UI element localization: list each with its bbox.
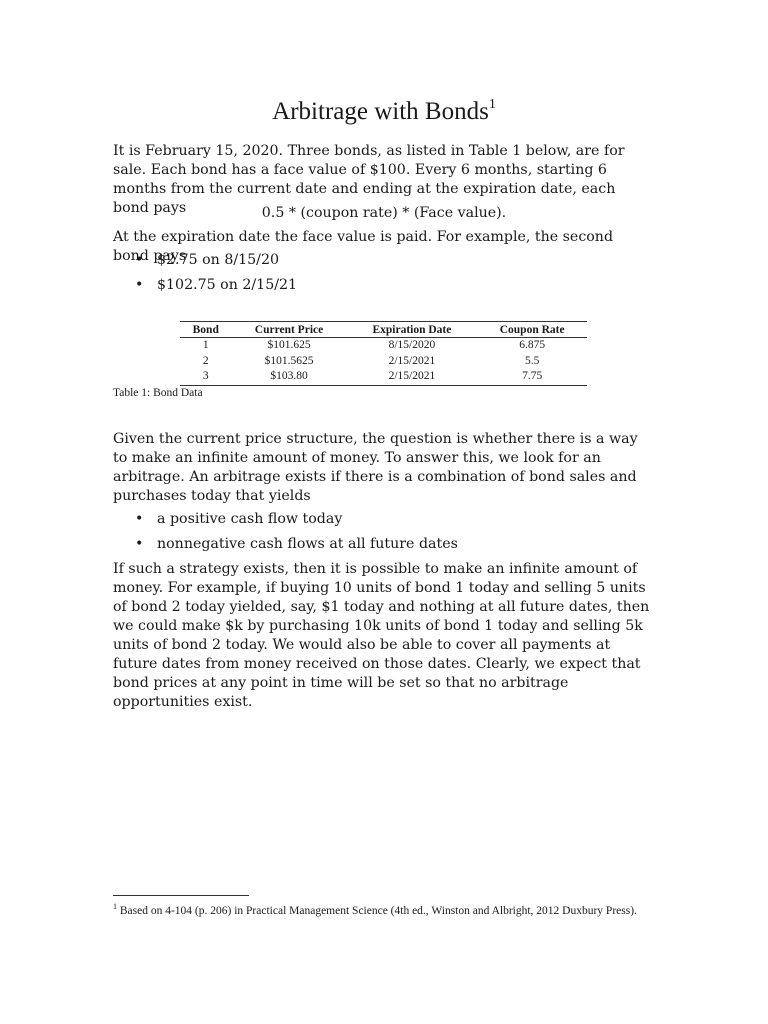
footnote-divider	[113, 895, 249, 896]
table-cell: 2/15/2021	[388, 354, 436, 367]
table-cell: 6.875	[519, 339, 546, 351]
table-cell: 5.5	[524, 354, 540, 367]
title-footnote-mark: 1	[488, 96, 496, 112]
column-header-coupon-rate: Coupon Rate	[477, 322, 587, 338]
column-header-current-price: Current Price	[231, 322, 346, 338]
table-row	[180, 354, 587, 370]
face-value-paragraph: At the expiration date the face value is paid. For example, the second bond pays	[113, 229, 614, 264]
arbitrage-conditions-list	[135, 510, 458, 560]
table-cell: 2/15/2021	[347, 369, 478, 385]
title-text: Arbitrage with Bonds	[272, 98, 489, 125]
list-item: • $2.75 on 8/15/20	[135, 251, 297, 270]
table-cell: 7.75	[477, 369, 587, 385]
footnote-mark: 1	[113, 902, 117, 911]
column-header-expiration-date: Expiration Date	[347, 322, 478, 338]
example-payments-list	[135, 251, 297, 301]
table-caption: Table 1: Bond Data	[113, 387, 203, 399]
table-cell: $103.80	[231, 369, 346, 385]
table-header-row	[180, 322, 587, 338]
page-title	[0, 98, 768, 126]
table-cell: 3	[180, 369, 231, 385]
list-item: • nonnegative cash flows at all future dates	[135, 535, 458, 554]
table-cell: $101.625	[267, 339, 311, 351]
footnote-text: Based on 4-104 (p. 206) in Practical Management Science (4th ed., Winston and Albright, 2012 Duxbury Press).	[119, 904, 637, 917]
table-row	[180, 338, 587, 354]
payment-formula: 0.5 * (coupon rate) * (Face value).	[261, 205, 507, 221]
table-cell: $101.5625	[264, 354, 314, 367]
table-row	[180, 369, 587, 385]
list-item: • a positive cash flow today	[135, 510, 458, 529]
list-item: • $102.75 on 2/15/21	[135, 276, 297, 295]
strategy-paragraph: If such a strategy exists, then it is possible to make an infinite amount of money. For example, if buying 10 units of bond 1 today and selling 5 units of bond 2 today yielded, say, $1 today and nothing at all future dates, then we could make $k by purchasing 10k units of bond 1 today and selling 5k units of bond 2 today. We would also be able to cover all payments at future dates from money received on those dates. Clearly, we expect that bond prices at any point in time will be set so that no arbitrage opportunities exist.	[113, 561, 650, 710]
table-cell: 1	[202, 339, 209, 351]
table-cell: 2	[202, 354, 209, 367]
arbitrage-intro-paragraph: Given the current price structure, the question is whether there is a way to make an infinite amount of money. To answer this, we look for an arbitrage. An arbitrage exists if there is a combination of bond sales and purchases today that yields	[113, 431, 638, 504]
intro-paragraph: It is February 15, 2020. Three bonds, as listed in Table 1 below, are for sale. Each bond has a face value of $100. Every 6 months, starting 6 months from the current date and ending at the expiration date, each bond pays	[113, 143, 625, 216]
column-header-bond: Bond	[180, 322, 231, 338]
table-cell: 8/15/2020	[388, 339, 436, 351]
footnote	[113, 898, 653, 920]
bond-data-table	[180, 321, 587, 386]
